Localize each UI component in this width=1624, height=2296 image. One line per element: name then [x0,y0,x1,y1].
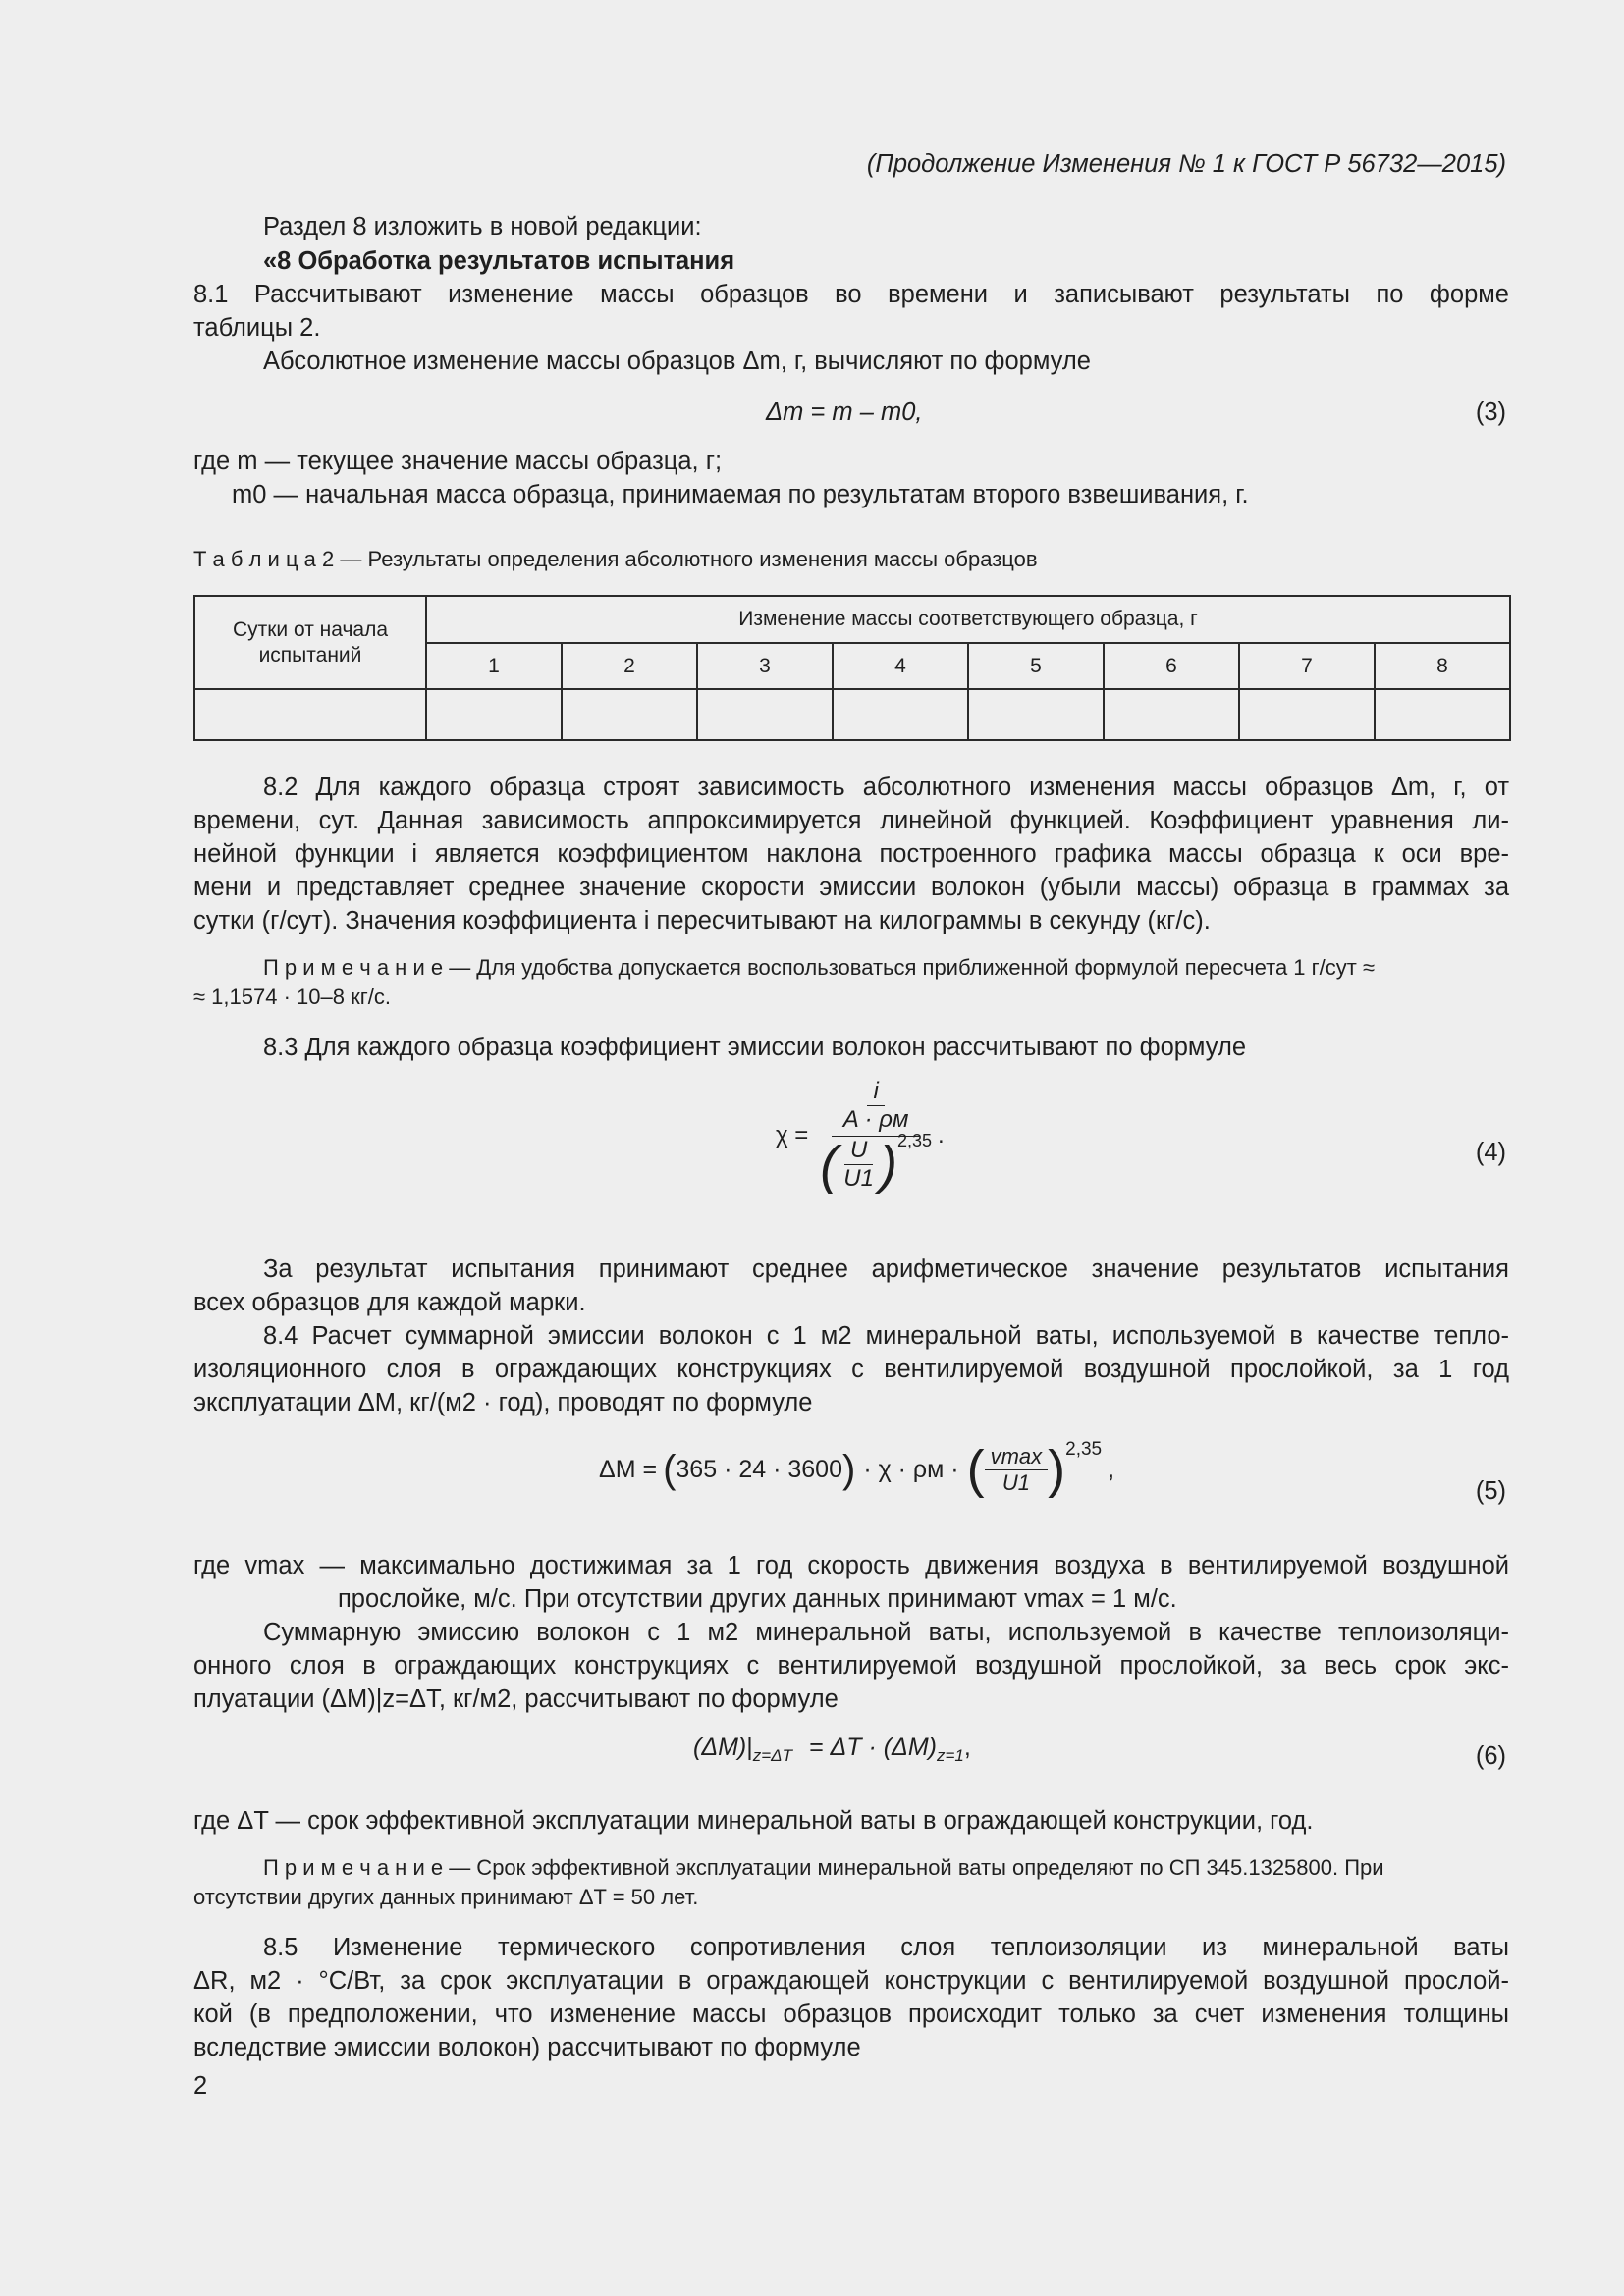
page-header: (Продолжение Изменения № 1 к ГОСТ Р 56732—2015) [866,150,1506,178]
formula-4-u: U [844,1137,873,1165]
formula-5-seconds: 365 · 24 · 3600 [676,1455,842,1483]
paragraph-8-2-line5: сутки (г/сут). Значения коэффициента i пересчитывают на килограммы в секунду (кг/с). [193,907,1211,934]
formula-6: $(\Delta M)|_{z=\Delta T} = \Delta T \cdot (\Delta M)_{z=1}$, [693,1734,971,1765]
table-column-header: 7 [1239,643,1375,689]
paragraph-8-3: 8.3 Для каждого образца коэффициент эмиссии волокон рассчитывают по формуле [263,1034,1246,1061]
table-cell [697,689,833,740]
formula-5-where-line1: где vmax — максимально достижимая за 1 год скорость движения воздуха в вентилируемой воздушной [193,1552,1509,1579]
formula-5-exponent: 2,35 [1065,1439,1103,1460]
table-cell [968,689,1104,740]
formula-3-where-m0: m0 — начальная масса образца, принимаемая по результатам второго взвешивания, г. [232,481,1249,508]
formula-5-where-line2: прослойке, м/с. При отсутствии других данных принимают vmax = 1 м/с. [338,1585,1177,1613]
formula-4-end: . [937,1121,945,1148]
formula-4-i: i [867,1078,884,1106]
formula-6-rhs-subscript: z=1 [936,1746,964,1765]
paragraph-8-4-line3: эксплуатации ΔM, кг/(м2 · год), проводят по формуле [193,1389,813,1416]
table-header-mass-change: Изменение массы соответствующего образца, г [426,596,1510,643]
paragraph-8-2-line3: нейной функции i является коэффициентом наклона построенного графика массы образца к оси вре- [193,840,1509,868]
total-emission-line3: плуатации (ΔM)|z=ΔT, кг/м2, рассчитывают по формуле [193,1685,839,1713]
paragraph-8-5-line4: вследствие эмиссии волокон) рассчитывают по формуле [193,2034,861,2061]
total-emission-line1: Суммарную эмиссию волокон с 1 м2 минеральной ваты, используемой в качестве теплоизоляци- [263,1619,1509,1646]
formula-6-number: (6) [1475,1742,1506,1770]
table-column-header: 8 [1375,643,1510,689]
formula-5-number: (5) [1475,1477,1506,1505]
table-cell [426,689,562,740]
paragraph-8-2-line4: мени и представляет среднее значение скорости эмиссии волокон (убыли массы) образца в граммах за [193,874,1509,901]
formula-5-u1: U1 [1001,1469,1030,1495]
note-1-line2: ≈ 1,1574 · 10–8 кг/с. [193,985,391,1009]
note-2-line2: отсутствии других данных принимают ΔT = 50 лет. [193,1885,699,1909]
table-column-header: 6 [1104,643,1239,689]
paragraph-8-5-line1: 8.5 Изменение термического сопротивления слоя теплоизоляции из минеральной ваты [263,1934,1509,1961]
formula-6-lhs: (ΔM) [693,1734,747,1761]
paragraph-8-1-line3: Абсолютное изменение массы образцов Δm, г, вычисляют по формуле [263,347,1091,375]
table-column-header: 2 [562,643,697,689]
table-column-header: 4 [833,643,968,689]
formula-6-rhs: = ΔT · (ΔM) [808,1734,937,1761]
formula-3-number: (3) [1475,399,1506,426]
result-line2: всех образцов для каждой марки. [193,1289,586,1316]
table-cell [194,689,426,740]
table-cell [1104,689,1239,740]
formula-5-vmax: vmax [985,1444,1049,1470]
page-number: 2 [193,2072,208,2100]
paragraph-8-4-line2: изоляционного слоя в ограждающих конструкциях с вентилируемой воздушной прослойкой, за 1 год [193,1356,1509,1383]
table-cell [833,689,968,740]
paragraph-8-2-line1: 8.2 Для каждого образца строят зависимость абсолютного изменения массы образцов Δm, г, от [263,774,1509,801]
paragraph-8-5-line2: ΔR, м2 · °С/Вт, за срок эксплуатации в ограждающей конструкции с вентилируемой воздушной прослой- [193,1967,1509,1995]
note-1-line1: П р и м е ч а н и е — Для удобства допускается воспользоваться приближенной формулой пересчета 1 г/сут ≈ [263,955,1376,980]
formula-4: χ = $\frac{i}{A \cdot \rho м}$ ( $\frac{U}{U1}$ ) 2,35 . [776,1078,945,1195]
formula-4-a-rho: A · ρм [842,1106,909,1133]
formula-6-lhs-subscript: z=ΔT [752,1746,792,1765]
intro-text: Раздел 8 изложить в новой редакции: [263,213,702,240]
formula-4-number: (4) [1475,1139,1506,1166]
table-row [194,689,1510,740]
result-line1: За результат испытания принимают среднее арифметическое значение результатов испытания [263,1255,1509,1283]
paragraph-8-1-line1: 8.1 Рассчитывают изменение массы образцов во времени и записывают результаты по форме [193,281,1509,308]
formula-5-chi-rho: · χ · ρм · [863,1455,959,1483]
table-column-header: 5 [968,643,1104,689]
formula-3: Δm = m – m0, [766,399,923,426]
formula-5-end: , [1108,1455,1115,1483]
section-title: «8 Обработка результатов испытания [263,247,735,275]
paragraph-8-4-line1: 8.4 Расчет суммарной эмиссии волокон с 1 м2 минеральной ваты, используемой в качестве тепло- [263,1322,1509,1350]
table-caption: Т а б л и ц а 2 — Результаты определения абсолютного изменения массы образцов [193,547,1038,571]
table-cell [1375,689,1510,740]
paragraph-8-1-line2: таблицы 2. [193,314,321,342]
table-header-days: Сутки от начала испытаний [194,596,426,689]
paragraph-8-5-line3: кой (в предположении, что изменение массы образцов происходит только за счет изменения толщины [193,2001,1509,2028]
paragraph-8-2-line2: времени, сут. Данная зависимость аппроксимируется линейной функцией. Коэффициент уравнения ли- [193,807,1509,834]
table-column-header: 1 [426,643,562,689]
formula-6-where: где ΔT — срок эффективной эксплуатации минеральной ваты в ограждающей конструкции, год. [193,1807,1314,1835]
formula-5: ΔM = ( 365 · 24 · 3600 ) · χ · ρм · ( $\frac{vmax}{U1}$ ) 2,35 , [599,1439,1115,1499]
table-column-header: 3 [697,643,833,689]
formula-6-end: , [963,1734,971,1761]
table-cell [562,689,697,740]
table-cell [1239,689,1375,740]
formula-3-where-m: где m — текущее значение массы образца, г; [193,448,723,475]
total-emission-line2: онного слоя в ограждающих конструкциях с вентилируемой воздушной прослойкой, за весь срок экс- [193,1652,1509,1680]
formula-4-exponent: 2,35 [896,1131,932,1150]
formula-4-lhs: χ = [776,1121,809,1148]
formula-5-lhs: ΔM = [599,1455,658,1483]
note-2-line1: П р и м е ч а н и е — Срок эффективной эксплуатации минеральной ваты определяют по СП 345.1325800. При [263,1855,1384,1880]
results-table [193,595,1511,741]
formula-4-u1: U1 [843,1165,874,1192]
